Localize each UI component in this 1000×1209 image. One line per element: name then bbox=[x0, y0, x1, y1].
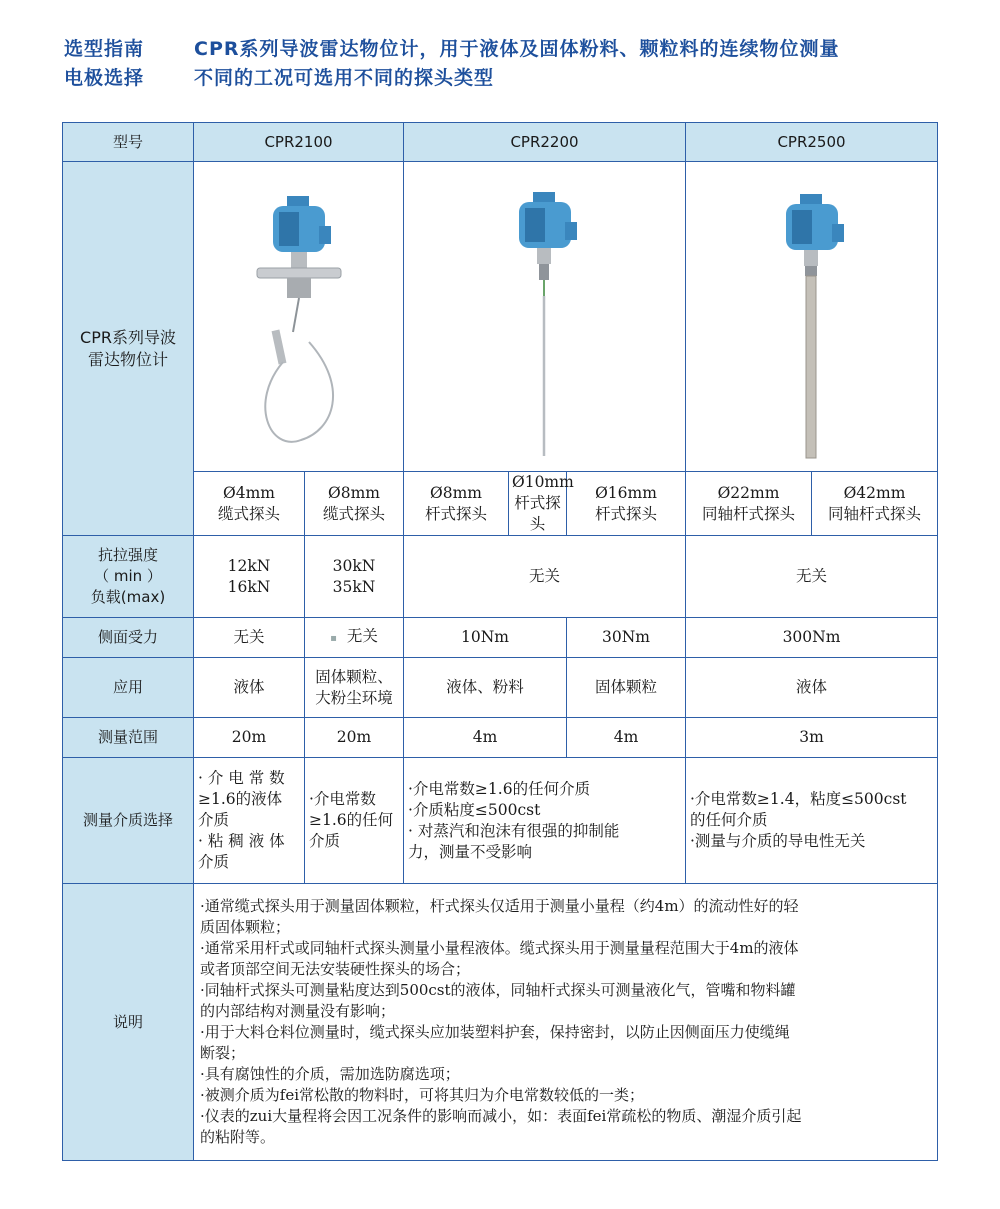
probe-cell bbox=[812, 472, 938, 536]
medium-label: 测量介质选择 bbox=[63, 758, 194, 884]
tensile-label-2: （ min ） bbox=[94, 567, 162, 585]
application-c2 bbox=[305, 658, 404, 718]
tensile-cpr2200: 无关 bbox=[404, 536, 686, 618]
probe-size: Ø10mm bbox=[512, 473, 574, 491]
probe-type: 缆式探头 bbox=[322, 504, 385, 523]
medium-c1 bbox=[194, 758, 305, 884]
rod-probe-device-image bbox=[485, 172, 605, 462]
tensile-cpr2500: 无关 bbox=[686, 536, 938, 618]
medium-c3 bbox=[404, 758, 686, 884]
side-force-c4: 30Nm bbox=[567, 618, 686, 658]
note-line: ·用于大料仓料位测量时，缆式探头应加装塑料护套，保持密封，以防止因侧面压力使缆绳 bbox=[200, 1023, 790, 1041]
probe-row bbox=[63, 472, 938, 536]
image-cpr2500 bbox=[686, 162, 938, 472]
side-force-c2-value: 无关 bbox=[346, 627, 378, 645]
side-force-c3: 10Nm bbox=[404, 618, 567, 658]
header-line-guide bbox=[64, 34, 840, 61]
tensile-cpr2100-cable4 bbox=[194, 536, 305, 618]
tensile-label-3: 负载(max) bbox=[90, 588, 166, 606]
probe-cell bbox=[567, 472, 686, 536]
probe-size: Ø16mm bbox=[595, 483, 657, 502]
probe-size: Ø22mm bbox=[717, 483, 780, 502]
tensile-label-1: 抗拉强度 bbox=[97, 546, 158, 564]
application-c1: 液体 bbox=[194, 658, 305, 718]
tensile-value: 12kN bbox=[227, 556, 271, 575]
model-cpr2200: CPR2200 bbox=[404, 123, 686, 162]
application-c5: 液体 bbox=[686, 658, 938, 718]
side-force-c1: 无关 bbox=[194, 618, 305, 658]
note-line: ·具有腐蚀性的介质，需加选防腐选项； bbox=[200, 1065, 460, 1083]
medium-line: ·介电常数≥1.4，粘度≤500cst bbox=[690, 790, 907, 808]
spec-table bbox=[62, 122, 938, 1161]
notes-row bbox=[63, 884, 938, 1161]
note-line: 的内部结构对测量没有影响； bbox=[200, 1002, 396, 1020]
medium-line: 力，测量不受影响 bbox=[408, 842, 533, 861]
notes-cell bbox=[194, 884, 938, 1161]
header-line-electrode bbox=[64, 63, 494, 90]
coaxial-probe-device-image bbox=[752, 172, 872, 462]
probe-cell bbox=[404, 472, 509, 536]
side-force-label: 侧面受力 bbox=[63, 618, 194, 658]
note-line: ·通常缆式探头用于测量固体颗粒，杆式探头仅适用于测量小量程（约4m）的流动性好的轻 bbox=[200, 897, 799, 915]
note-line: ·通常采用杆式或同轴杆式探头测量小量程液体。缆式探头用于测量量程范围大于4m的液体 bbox=[200, 939, 799, 957]
medium-line: ·介电常数 bbox=[309, 790, 376, 808]
probe-size: Ø8mm bbox=[430, 483, 482, 502]
side-force-c5: 300Nm bbox=[686, 618, 938, 658]
electrode-label: 电极选择 bbox=[64, 67, 145, 89]
series-label-cell bbox=[63, 162, 194, 536]
range-label: 测量范围 bbox=[63, 718, 194, 758]
application-c3: 液体、粉料 bbox=[404, 658, 567, 718]
range-c5: 3m bbox=[686, 718, 938, 758]
medium-line: 的任何介质 bbox=[690, 811, 768, 829]
application-row bbox=[63, 658, 938, 718]
tensile-value: 35kN bbox=[332, 577, 376, 596]
probe-size: Ø4mm bbox=[223, 483, 275, 502]
medium-line: · 介 电 常 数 bbox=[198, 769, 285, 787]
probe-type: 同轴杆式探头 bbox=[701, 504, 795, 523]
tensile-label bbox=[63, 536, 194, 618]
tensile-value: 16kN bbox=[227, 577, 271, 596]
probe-size: Ø8mm bbox=[328, 483, 380, 502]
medium-row bbox=[63, 758, 938, 884]
range-row bbox=[63, 718, 938, 758]
probe-type: 同轴杆式探头 bbox=[827, 504, 921, 523]
medium-line: ≥1.6的任何 bbox=[309, 811, 394, 829]
medium-line: ≥1.6的液体 bbox=[198, 790, 283, 808]
bullet-dot: ▪ bbox=[330, 633, 337, 644]
application-c4: 固体颗粒 bbox=[567, 658, 686, 718]
medium-line: 介质 bbox=[198, 811, 230, 829]
side-force-row bbox=[63, 618, 938, 658]
application-c2-line: 固体颗粒、 bbox=[315, 667, 393, 686]
model-label: 型号 bbox=[63, 123, 194, 162]
medium-line: 介质 bbox=[309, 832, 341, 850]
probe-cell bbox=[509, 472, 574, 536]
note-line: 质固体颗粒； bbox=[200, 918, 291, 936]
probe-type: 杆式探头 bbox=[594, 504, 657, 523]
note-line: 或者顶部空间无法安装硬性探头的场合； bbox=[200, 960, 471, 978]
range-c2: 20m bbox=[305, 718, 404, 758]
cable-probe-device-image bbox=[239, 172, 359, 462]
application-label: 应用 bbox=[63, 658, 194, 718]
note-line: ·被测介质为fei常松散的物料时，可将其归为介电常数较低的一类； bbox=[200, 1086, 644, 1104]
application-c2-line: 大粉尘环境 bbox=[315, 688, 393, 707]
medium-line: 介质 bbox=[198, 853, 230, 871]
image-row bbox=[63, 162, 938, 472]
guide-text: CPR系列导波雷达物位计，用于液体及固体粉料、颗粒料的连续物位测量 bbox=[194, 38, 840, 60]
model-row bbox=[63, 123, 938, 162]
medium-line: ·介电常数≥1.6的任何介质 bbox=[408, 779, 591, 798]
tensile-cpr2100-cable8 bbox=[305, 536, 404, 618]
tensile-row bbox=[63, 536, 938, 618]
model-cpr2100: CPR2100 bbox=[194, 123, 404, 162]
series-label: CPR系列导波雷达物位计 bbox=[80, 327, 176, 369]
electrode-text: 不同的工况可选用不同的探头类型 bbox=[194, 67, 495, 89]
range-c1: 20m bbox=[194, 718, 305, 758]
note-line: ·仪表的zui大量程将会因工况条件的影响而减小，如：表面fei常疏松的物质、潮湿介质引起 bbox=[200, 1107, 802, 1125]
notes-label: 说明 bbox=[63, 884, 194, 1161]
side-force-c2 bbox=[305, 618, 404, 658]
medium-line: ·测量与介质的导电性无关 bbox=[690, 832, 866, 850]
probe-cell bbox=[305, 472, 404, 536]
probe-type: 缆式探头 bbox=[217, 504, 280, 523]
note-line: 断裂； bbox=[200, 1044, 246, 1062]
probe-size: Ø42mm bbox=[843, 483, 906, 502]
medium-line: ·介质粘度≤500cst bbox=[408, 800, 541, 819]
range-c4: 4m bbox=[567, 718, 686, 758]
medium-c2 bbox=[305, 758, 404, 884]
model-cpr2500: CPR2500 bbox=[686, 123, 938, 162]
probe-type: 杆式探头 bbox=[424, 504, 487, 523]
probe-cell bbox=[686, 472, 812, 536]
medium-line: · 对蒸汽和泡沫有很强的抑制能 bbox=[408, 821, 620, 840]
medium-c4 bbox=[686, 758, 938, 884]
guide-label: 选型指南 bbox=[64, 38, 145, 60]
medium-line: · 粘 稠 液 体 bbox=[198, 832, 285, 850]
probe-type: 杆式探头 bbox=[514, 494, 561, 533]
note-line: ·同轴杆式探头可测量粘度达到500cst的液体，同轴杆式探头可测量液化气，管嘴和物料罐 bbox=[200, 981, 796, 999]
note-line: 的粘附等。 bbox=[200, 1128, 276, 1146]
image-cpr2200 bbox=[404, 162, 686, 472]
probe-cell bbox=[194, 472, 305, 536]
tensile-value: 30kN bbox=[332, 556, 376, 575]
range-c3: 4m bbox=[404, 718, 567, 758]
image-cpr2100 bbox=[194, 162, 404, 472]
